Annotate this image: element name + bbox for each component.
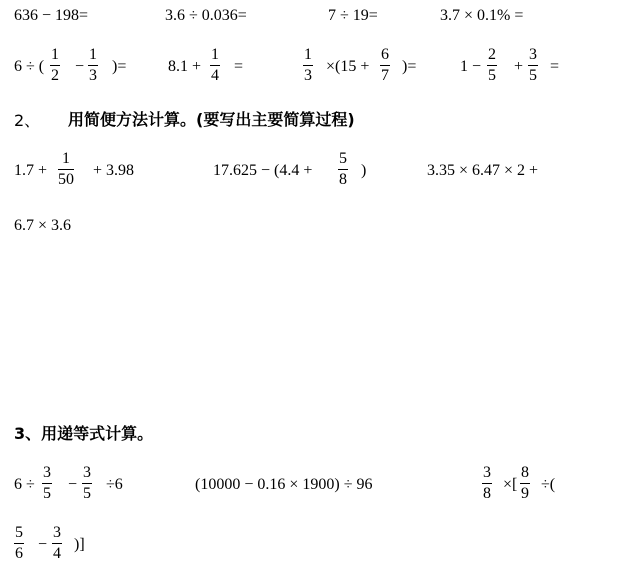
expr-3.7-times-percent: 3.7 × 0.1% = bbox=[440, 7, 524, 24]
expr-prefix: 6 ÷ ( bbox=[14, 58, 45, 75]
denominator: 8 bbox=[339, 171, 347, 188]
denominator: 5 bbox=[529, 67, 537, 84]
expr-suffix: )= bbox=[402, 58, 417, 75]
denominator: 4 bbox=[53, 545, 61, 562]
expr-suffix: = bbox=[234, 58, 244, 75]
expr-suffix: + 3.98 bbox=[93, 162, 135, 179]
expr-prefix: 1.7 + bbox=[14, 162, 48, 179]
expr-suffix: ) bbox=[361, 162, 367, 179]
expr-636-minus-198: 636 − 198= bbox=[14, 7, 89, 24]
expr-prefix: 17.625 − (4.4 + bbox=[213, 162, 313, 179]
numerator: 3 bbox=[528, 47, 538, 66]
numerator: 5 bbox=[338, 151, 348, 170]
fraction bbox=[210, 47, 220, 84]
minus-sign: − bbox=[38, 536, 48, 553]
fraction bbox=[42, 465, 52, 502]
fraction bbox=[88, 47, 98, 84]
problem-3.35-line2: 6.7 × 3.6 bbox=[14, 217, 72, 234]
denominator: 7 bbox=[381, 67, 389, 84]
problem-3.35-line1: 3.35 × 6.47 × 2 + bbox=[427, 162, 539, 179]
fraction bbox=[50, 47, 60, 84]
fraction bbox=[82, 465, 92, 502]
numerator: 2 bbox=[487, 47, 497, 66]
numerator: 1 bbox=[210, 47, 220, 66]
numerator: 3 bbox=[52, 525, 62, 544]
denominator: 5 bbox=[43, 485, 51, 502]
expr-middle: ×[ bbox=[503, 476, 518, 493]
numerator: 5 bbox=[14, 525, 24, 544]
denominator: 9 bbox=[521, 485, 529, 502]
fraction bbox=[520, 465, 530, 502]
expr-suffix: = bbox=[550, 58, 560, 75]
denominator: 5 bbox=[83, 485, 91, 502]
denominator: 4 bbox=[211, 67, 219, 84]
denominator: 50 bbox=[58, 171, 74, 188]
numerator: 3 bbox=[42, 465, 52, 484]
expr-suffix: ÷6 bbox=[106, 476, 123, 493]
denominator: 5 bbox=[488, 67, 496, 84]
fraction bbox=[14, 525, 24, 562]
numerator: 1 bbox=[50, 47, 60, 66]
fraction bbox=[528, 47, 538, 84]
fraction bbox=[52, 525, 62, 562]
problem-10000-expr: (10000 − 0.16 × 1900) ÷ 96 bbox=[195, 476, 373, 493]
expr-end: )] bbox=[74, 536, 85, 553]
denominator: 8 bbox=[483, 485, 491, 502]
denominator: 3 bbox=[89, 67, 97, 84]
expr-suffix: )= bbox=[112, 58, 127, 75]
expr-prefix: 1 − bbox=[460, 58, 482, 75]
minus-sign: − bbox=[68, 476, 78, 493]
section-2-number: 2、 bbox=[14, 111, 41, 130]
numerator: 1 bbox=[58, 151, 74, 170]
expr-7-div-19: 7 ÷ 19= bbox=[328, 7, 378, 24]
expr-3.6-div-0.036: 3.6 ÷ 0.036= bbox=[165, 7, 247, 24]
numerator: 6 bbox=[380, 47, 390, 66]
fraction bbox=[487, 47, 497, 84]
fraction bbox=[303, 47, 313, 84]
denominator: 3 bbox=[304, 67, 312, 84]
numerator: 1 bbox=[303, 47, 313, 66]
section-3-title: 3、用递等式计算。 bbox=[14, 424, 154, 443]
section-2-title: 用简便方法计算。(要写出主要简算过程) bbox=[68, 110, 355, 129]
plus-sign: + bbox=[514, 58, 524, 75]
expr-prefix: 6 ÷ bbox=[14, 476, 35, 493]
denominator: 2 bbox=[51, 67, 59, 84]
fraction bbox=[380, 47, 390, 84]
expr-suffix: ÷( bbox=[541, 476, 556, 493]
numerator: 3 bbox=[482, 465, 492, 484]
fraction bbox=[58, 151, 74, 188]
expr-middle: ×(15 + bbox=[326, 58, 370, 75]
denominator: 6 bbox=[15, 545, 23, 562]
numerator: 8 bbox=[520, 465, 530, 484]
fraction bbox=[338, 151, 348, 188]
expr-prefix: 8.1 + bbox=[168, 58, 202, 75]
fraction bbox=[482, 465, 492, 502]
numerator: 3 bbox=[82, 465, 92, 484]
minus-sign: − bbox=[75, 58, 85, 75]
numerator: 1 bbox=[88, 47, 98, 66]
